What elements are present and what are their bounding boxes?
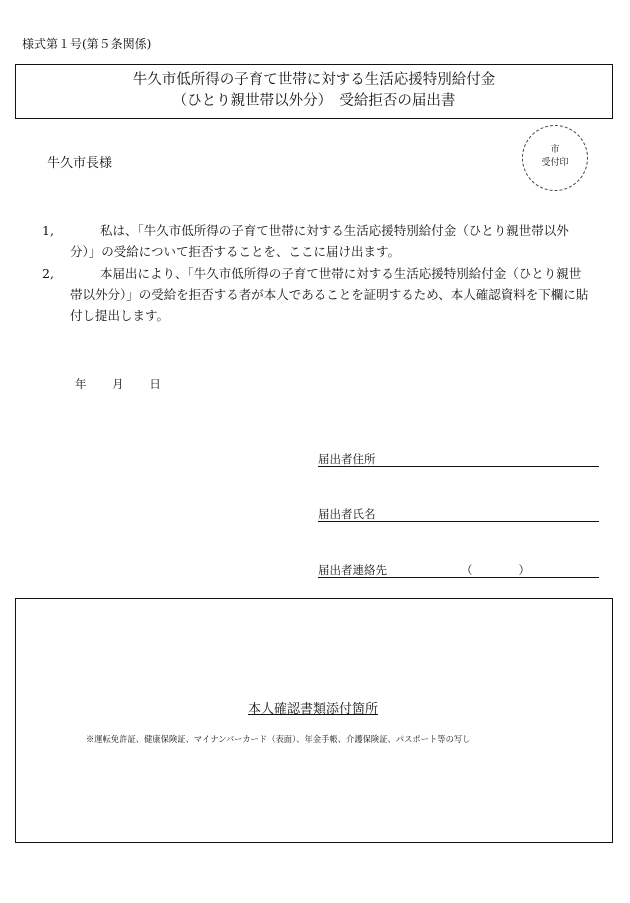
form-number: 様式第１号(第５条関係) bbox=[22, 37, 152, 51]
attachment-title: 本人確認書類添付箇所 bbox=[248, 702, 379, 717]
statement-item-1 bbox=[42, 220, 590, 262]
reception-stamp-area bbox=[522, 125, 588, 191]
stamp-line-2: 受付印 bbox=[541, 158, 569, 168]
contact-field[interactable] bbox=[318, 562, 599, 578]
item-number: 1, bbox=[42, 223, 54, 238]
attachment-note: ※運転免許証、健康保険証、マイナンバーカード（表面）、年金手帳、介護保険証、パスポート等の写し bbox=[86, 734, 471, 744]
contact-label: 届出者連絡先 bbox=[318, 563, 387, 577]
title-line-2: （ひとり親世帯以外分） 受給拒否の届出書 bbox=[172, 93, 456, 109]
contact-parentheses: （ ） bbox=[461, 563, 530, 577]
item-text: 私は、「牛久市低所得の子育て世帯に対する生活応援特別給付金（ひとり親世帯以外分）」の受給について拒否することを、ここに届け出ます。 bbox=[70, 223, 569, 259]
statement-item-2 bbox=[42, 263, 590, 326]
item-text: 本届出により、「牛久市低所得の子育て世帯に対する生活応援特別給付金（ひとり親世帯以外分）」の受給を拒否する者が本人であることを証明するため、本人確認資料を下欄に貼付し提出します。 bbox=[70, 266, 589, 323]
addressee: 牛久市長様 bbox=[47, 156, 113, 171]
address-label: 届出者住所 bbox=[318, 452, 376, 466]
item-number: 2, bbox=[42, 266, 54, 281]
document-title bbox=[15, 64, 613, 119]
date-day: 日 bbox=[149, 377, 161, 391]
name-field[interactable] bbox=[318, 506, 599, 522]
attachment-area bbox=[15, 598, 613, 843]
stamp-line-1: 市 bbox=[550, 145, 560, 155]
name-label: 届出者氏名 bbox=[318, 507, 376, 521]
date-line bbox=[75, 376, 183, 392]
address-field[interactable] bbox=[318, 451, 599, 467]
date-year: 年 bbox=[75, 377, 87, 391]
date-month: 月 bbox=[112, 377, 124, 391]
title-line-1: 牛久市低所得の子育て世帯に対する生活応援特別給付金 bbox=[132, 72, 496, 88]
